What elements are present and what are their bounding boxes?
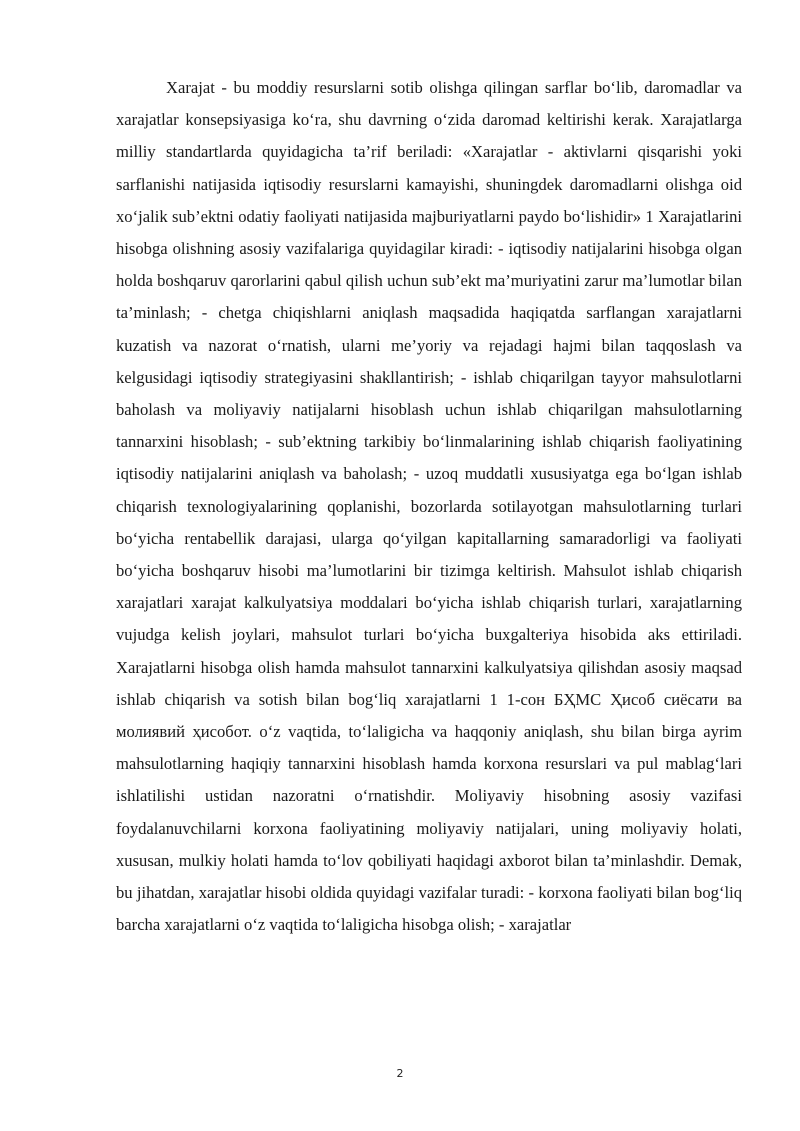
body-text-block [116,72,742,941]
page-number: 2 [396,1067,404,1080]
body-paragraph: Xarajat - bu moddiy resurslarni sotib olishga qilingan sarflar bo‘lib, daromadlar va xarajatlar konsepsiyasiga ko‘ra, shu davrning o‘zida daromad keltirishi kerak. Xarajatlarga milliy standartlarda quyidagicha ta’rif beriladi: «Xarajatlar - aktivlarni qisqarishi yoki sarflanishi natijasida iqtisodiy resurslarni kamayishi, shuningdek daromadlarni olishga oid xo‘jalik sub’ektni odatiy faoliyati natijasida majburiyatlarni paydo bo‘lishidir» 1 Xarajatlarini hisobga olishning asosiy vazifalariga quyidagilar kiradi: - iqtisodiy natijalarini hisobga olgan holda boshqaruv qarorlarini qabul qilish uchun sub’ekt ma’muriyatini zarur ma’lumotlar bilan ta’minlash; - chetga chiqishlarni aniqlash maqsadida haqiqatda sarflangan xarajatlarni kuzatish va nazorat o‘rnatish, ularni me’yoriy va rejadagi hajmi bilan taqqoslash va kelgusidagi iqtisodiy strategiyasini shakllantirish; - ishlab chiqarilgan tayyor mahsulotlarni baholash va moliyaviy natijalarni hisoblash uchun ishlab chiqarilgan mahsulotlarning tannarxini hisoblash; - sub’ektning tarkibiy bo‘linmalarining ishlab chiqarish faoliyatining iqtisodiy natijalarini aniqlash va baholash; - uzoq muddatli xususiyatga ega bo‘lgan ishlab chiqarish texnologiyalarining qoplanishi, bozorlarda sotilayotgan mahsulotlarning turlari bo‘yicha rentabellik darajasi, ularga qo‘yilgan kapitallarning samaradorligi va faoliyati bo‘yicha boshqaruv hisobi ma’lumotlarini bir tizimga keltirish. Mahsulot ishlab chiqarish xarajatlari xarajat kalkulyatsiya moddalari bo‘yicha ishlab chiqarish turlari, xarajatlarning vujudga kelish joylari, mahsulot turlari bo‘yicha buxgalteriya hisobida aks ettiriladi. Xarajatlarni hisobga olish hamda mahsulot tannarxini kalkulyatsiya qilishdan asosiy maqsad ishlab chiqarish va sotish bilan bog‘liq xarajatlarni 1 1-сон БҲМС Ҳисоб сиёсати ва молиявий ҳисобот. o‘z vaqtida, to‘laligicha va haqqoniy aniqlash, shu bilan birga ayrim mahsulotlarning haqiqiy tannarxini hisoblash hamda korxona resurslari va pul mablag‘lari ishlatilishi ustidan nazoratni o‘rnatishdir. Moliyaviy hisobning asosiy vazifasi foydalanuvchilarni korxona faoliyatining moliyaviy natijalari, uning moliyaviy holati, xususan, mulkiy holati hamda to‘lov qobiliyati haqidagi axborot bilan ta’minlashdir. Demak, bu jihatdan, xarajatlar hisobi oldida quyidagi vazifalar turadi: - korxona faoliyati bilan bog‘liq barcha xarajatlarni o‘z vaqtida to‘laligicha hisobga olish; - xarajatlar [116,78,742,935]
